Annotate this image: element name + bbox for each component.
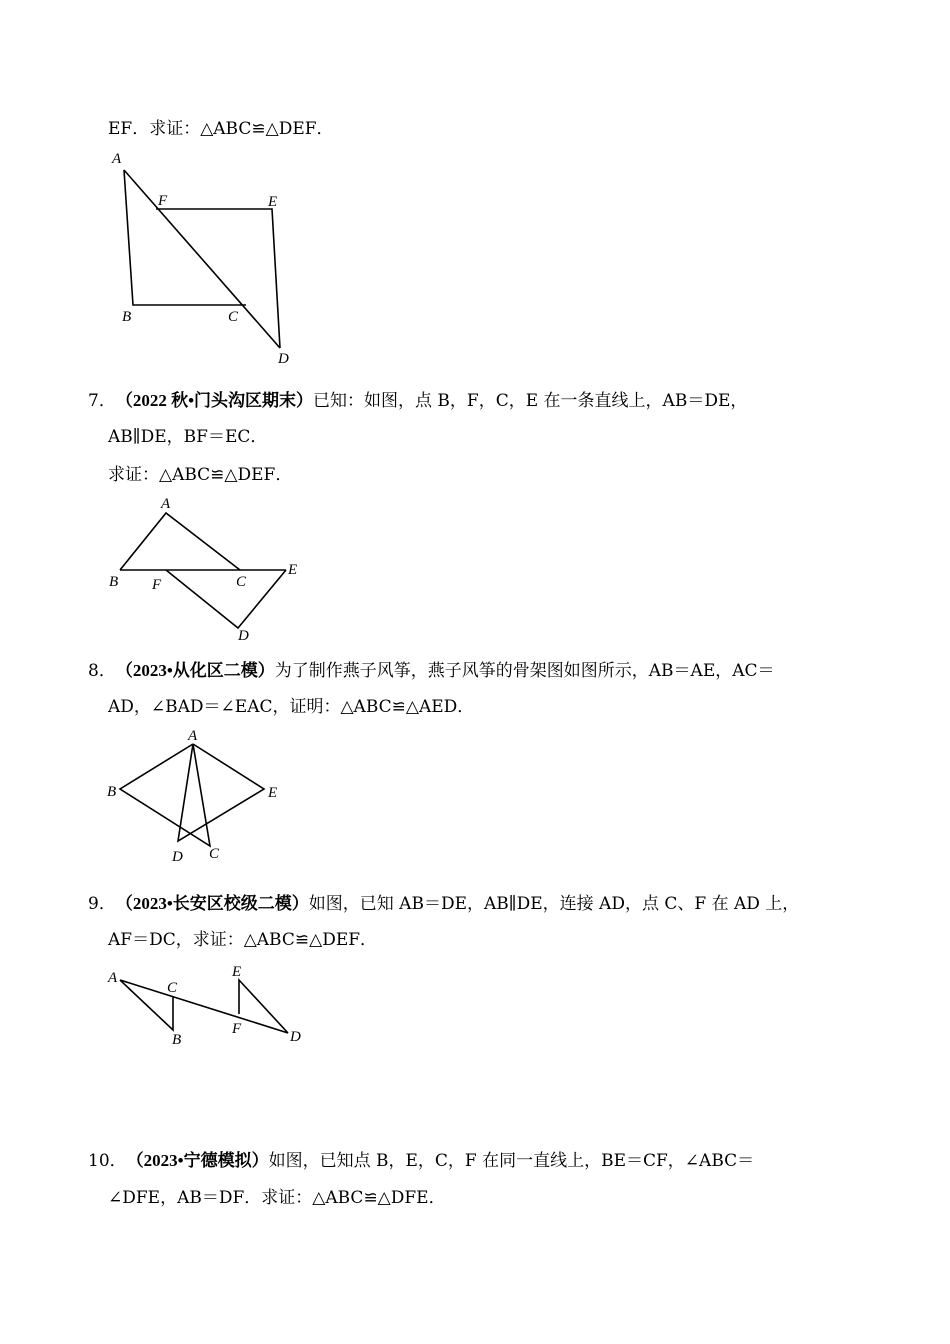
p8-line2: AD，∠BAD＝∠EAC，证明：△ABC≌△AED． xyxy=(108,697,475,717)
p8-label-C: C xyxy=(209,846,220,862)
p7-line1 xyxy=(88,390,747,412)
p8-source: （2023•从化区二模） xyxy=(115,661,275,680)
p7-triangle-ABC xyxy=(120,513,240,570)
p7-source: （2022 秋•门头沟区期末） xyxy=(115,391,314,410)
p9-source: （2023•长安区校级二模） xyxy=(115,894,309,913)
p7-label-F: F xyxy=(152,577,162,593)
p9-label-D: D xyxy=(290,1029,301,1045)
p6-label-C: C xyxy=(228,309,239,325)
p8-figure xyxy=(100,725,300,870)
p9-label-E: E xyxy=(232,964,242,980)
p10-number: 10． xyxy=(88,1151,127,1171)
p7-number: 7． xyxy=(88,391,116,411)
p8-line1 xyxy=(88,660,775,682)
p7-line3: 求证：△ABC≌△DEF． xyxy=(108,465,293,485)
p7-label-E: E xyxy=(288,562,298,578)
p6-figure xyxy=(100,145,310,370)
p9-label-F: F xyxy=(232,1021,242,1037)
p8-label-E: E xyxy=(268,785,278,801)
p9-number: 9． xyxy=(88,894,116,914)
p9-figure xyxy=(100,958,315,1053)
p9-line2: AF＝DC，求证：△ABC≌△DEF． xyxy=(108,930,378,950)
p8-number: 8． xyxy=(88,661,116,681)
p6-tail: EF．求证：△ABC≌△DEF． xyxy=(108,119,334,139)
p6-label-E: E xyxy=(268,194,278,210)
p8-text-1: 为了制作燕子风筝，燕子风筝的骨架图如图所示，AB＝AE，AC＝ xyxy=(274,661,775,681)
p9-text-1: 如图，已知 AB＝DE，AB∥DE，连接 AD，点 C、F 在 AD 上， xyxy=(308,894,800,914)
p7-triangle-FDE xyxy=(166,570,286,628)
p6-label-A: A xyxy=(112,151,122,167)
p10-text-1: 如图，已知点 B，E，C，F 在同一直线上，BE＝CF，∠ABC＝ xyxy=(268,1151,755,1171)
p10-source: （2023•宁德模拟） xyxy=(126,1151,269,1170)
p7-label-A: A xyxy=(161,496,171,512)
p7-figure xyxy=(100,490,340,650)
p6-segment-AD xyxy=(124,170,280,348)
p9-label-C: C xyxy=(167,980,178,996)
p9-label-B: B xyxy=(172,1032,182,1048)
p9-triangle-ABC xyxy=(120,980,173,1030)
p9-line1 xyxy=(88,893,799,915)
p7-label-C: C xyxy=(236,574,247,590)
p8-label-D: D xyxy=(172,849,183,865)
p6-label-B: B xyxy=(122,309,132,325)
p10-line2: ∠DFE，AB＝DF．求证：△ABC≌△DFE． xyxy=(108,1188,446,1208)
p10-line1 xyxy=(88,1150,754,1172)
p8-label-A: A xyxy=(188,728,198,744)
p7-label-B: B xyxy=(109,574,119,590)
p8-triangle-AED xyxy=(178,744,264,841)
p6-label-F: F xyxy=(158,193,168,209)
p7-text-1: 已知：如图，点 B，F，C，E 在一条直线上，AB＝DE， xyxy=(313,391,748,411)
p8-label-B: B xyxy=(107,784,117,800)
p9-label-A: A xyxy=(108,970,118,986)
p7-line2: AB∥DE，BF＝EC． xyxy=(108,427,268,447)
p7-label-D: D xyxy=(238,628,249,644)
p6-label-D: D xyxy=(278,351,289,367)
